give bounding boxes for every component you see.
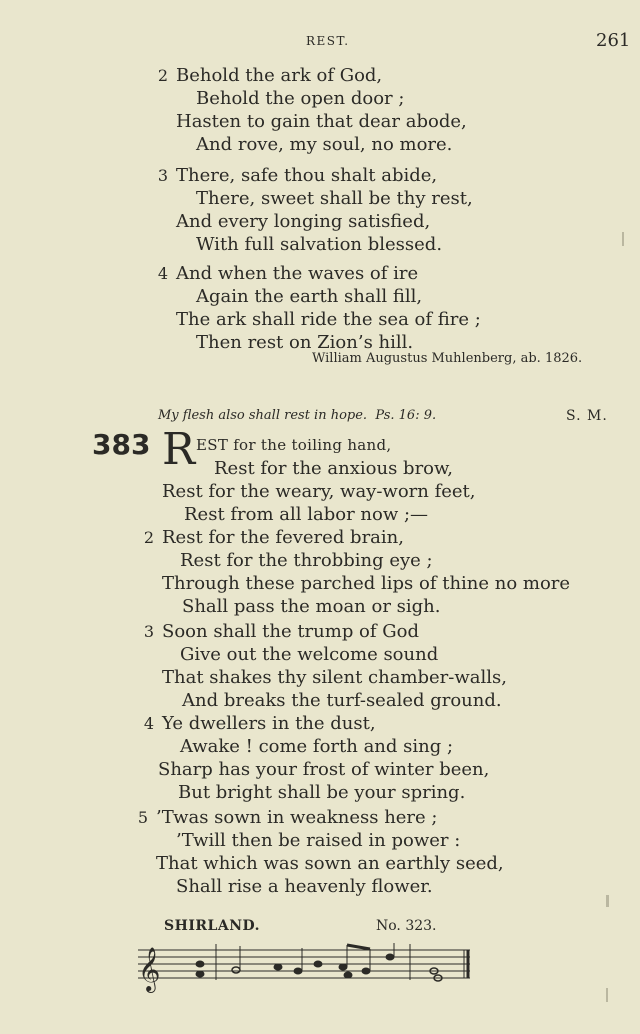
stanza-line: That shakes thy silent chamber-walls, (162, 667, 507, 688)
stanza-line: Rest for the anxious brow, (214, 458, 454, 479)
author-credit: William Augustus Muhlenberg, ab. 1826. (312, 351, 583, 366)
stanza-number: 2 (157, 66, 168, 85)
stanza-1 (162, 434, 476, 526)
prev-stanza-3 (148, 164, 473, 256)
stanza-number: 3 (143, 622, 154, 641)
stanza-line: That which was sown an earthly seed, (156, 853, 504, 874)
stanza-line: 5 ’Twas sown in weakness here ; (128, 806, 504, 829)
hymn-number: 383 (92, 428, 151, 461)
drop-cap: R (162, 424, 196, 475)
stanza-number: 2 (143, 528, 154, 547)
staff-lines (138, 950, 470, 978)
stanza-line: Hasten to gain that dear abode, (176, 111, 467, 132)
stanza-line: With full salvation blessed. (196, 234, 443, 255)
stanza-line: 2 Rest for the fevered brain, (134, 526, 570, 549)
stanza-line: And every longing satisfied, (176, 211, 431, 232)
paper-mark (606, 988, 608, 1002)
tune-reference: No. 323. (376, 918, 437, 934)
stanza-line: There, sweet shall be thy rest, (196, 188, 473, 209)
stanza-line: And rove, my soul, no more. (196, 134, 453, 155)
scripture-epigraph: My flesh also shall rest in hope. Ps. 16: 9. (158, 408, 437, 423)
stanza-line: Then rest on Zion’s hill. (196, 332, 414, 353)
stanza-line: Awake ! come forth and sing ; (180, 736, 454, 757)
running-title: REST. (306, 34, 350, 48)
stanza-line: 4 Ye dwellers in the dust, (134, 712, 489, 735)
stanza-line: Rest from all labor now ;— (184, 504, 429, 525)
stanza-line: Give out the welcome sound (180, 644, 439, 665)
stanza-line: ’Twill then be raised in power : (176, 830, 461, 851)
prev-stanza-2 (148, 64, 467, 156)
stanza-line: Behold the open door ; (196, 88, 405, 109)
stanza-line: 3 Soon shall the trump of God (134, 620, 507, 643)
stanza-line: Shall rise a heavenly flower. (176, 876, 433, 897)
stanza-line: But bright shall be your spring. (178, 782, 466, 803)
stanza-line: Through these parched lips of thine no more (162, 573, 571, 594)
stanza-line: 2 Behold the ark of God, (148, 64, 467, 87)
stanza-number: 4 (157, 264, 168, 283)
stanza-line: Rest for the weary, way-worn feet, (162, 481, 476, 502)
stanza-line: Rest for the throbbing eye ; (180, 550, 433, 571)
stanza-line: Shall pass the moan or sigh. (182, 596, 441, 617)
stanza-line: Sharp has your frost of winter been, (158, 759, 490, 780)
tune-name: SHIRLAND. (164, 918, 261, 934)
stanza-line: The ark shall ride the sea of fire ; (176, 309, 481, 330)
stanza-3 (134, 620, 507, 712)
stanza-line: And breaks the turf-sealed ground. (182, 690, 502, 711)
stanza-number: 4 (143, 714, 154, 733)
treble-clef-icon: 𝄞 (138, 947, 161, 991)
music-staff (138, 940, 474, 1002)
page-number: 261 (596, 30, 631, 51)
stanza-line: 3 There, safe thou shalt abide, (148, 164, 473, 187)
paper-mark (606, 895, 609, 907)
stanza-line: EST for the toiling hand, (196, 436, 392, 454)
stanza-line: Again the earth shall fill, (196, 286, 423, 307)
stanza-line: 4 And when the waves of ire (148, 262, 481, 285)
stanza-4 (134, 712, 489, 804)
stanza-number: 3 (157, 166, 168, 185)
stanza-number: 5 (137, 808, 148, 827)
meter-label: S. M. (566, 408, 608, 424)
paper-mark (622, 232, 624, 246)
stanza-2 (134, 526, 570, 618)
notes (196, 943, 468, 981)
stanza-5 (128, 806, 504, 898)
prev-stanza-4 (148, 262, 481, 354)
